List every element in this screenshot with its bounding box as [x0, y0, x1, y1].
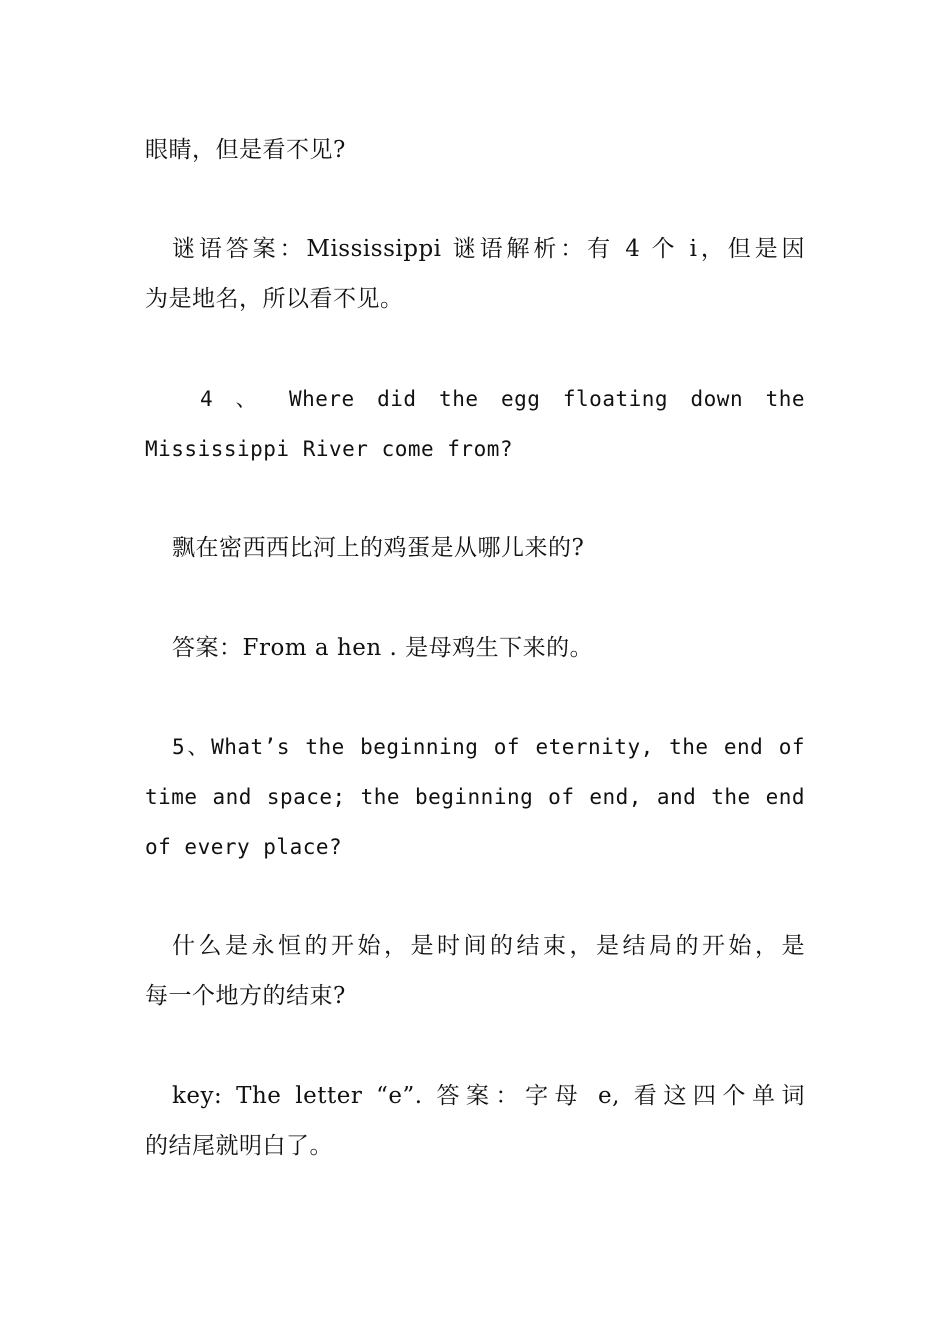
- riddle-question-end: 眼睛，但是看不见?: [145, 137, 346, 163]
- riddle-5-question-line3: of every place?: [145, 835, 343, 859]
- riddle-4-question-line1: 4 、 Where did the egg floating down the: [200, 387, 805, 411]
- riddle-4-answer: 答案：From a hen . 是母鸡生下来的。: [172, 635, 594, 661]
- riddle-5-question-line1: 5、What’s the beginning of eternity, the end of: [172, 735, 805, 759]
- riddle-5-answer-line2: 的结尾就明白了。: [145, 1133, 333, 1159]
- riddle-5-question-line2: time and space; the beginning of end, and the end: [145, 785, 805, 809]
- riddle-answer-mississippi-line1: 谜语答案：Mississippi 谜语解析：有 4 个 i，但是因: [172, 236, 805, 262]
- riddle-5-answer-line1: key: The letter “e”. 答案：字母 e, 看这四个单词: [172, 1083, 805, 1109]
- riddle-5-question-chinese-line1: 什么是永恒的开始，是时间的结束，是结局的开始，是: [172, 933, 805, 959]
- riddle-4-question-chinese: 飘在密西西比河上的鸡蛋是从哪儿来的?: [172, 535, 585, 561]
- riddle-4-question-line2: Mississippi River come from?: [145, 437, 514, 461]
- riddle-5-question-chinese-line2: 每一个地方的结束?: [145, 983, 346, 1009]
- riddle-answer-mississippi-line2: 为是地名，所以看不见。: [145, 286, 404, 312]
